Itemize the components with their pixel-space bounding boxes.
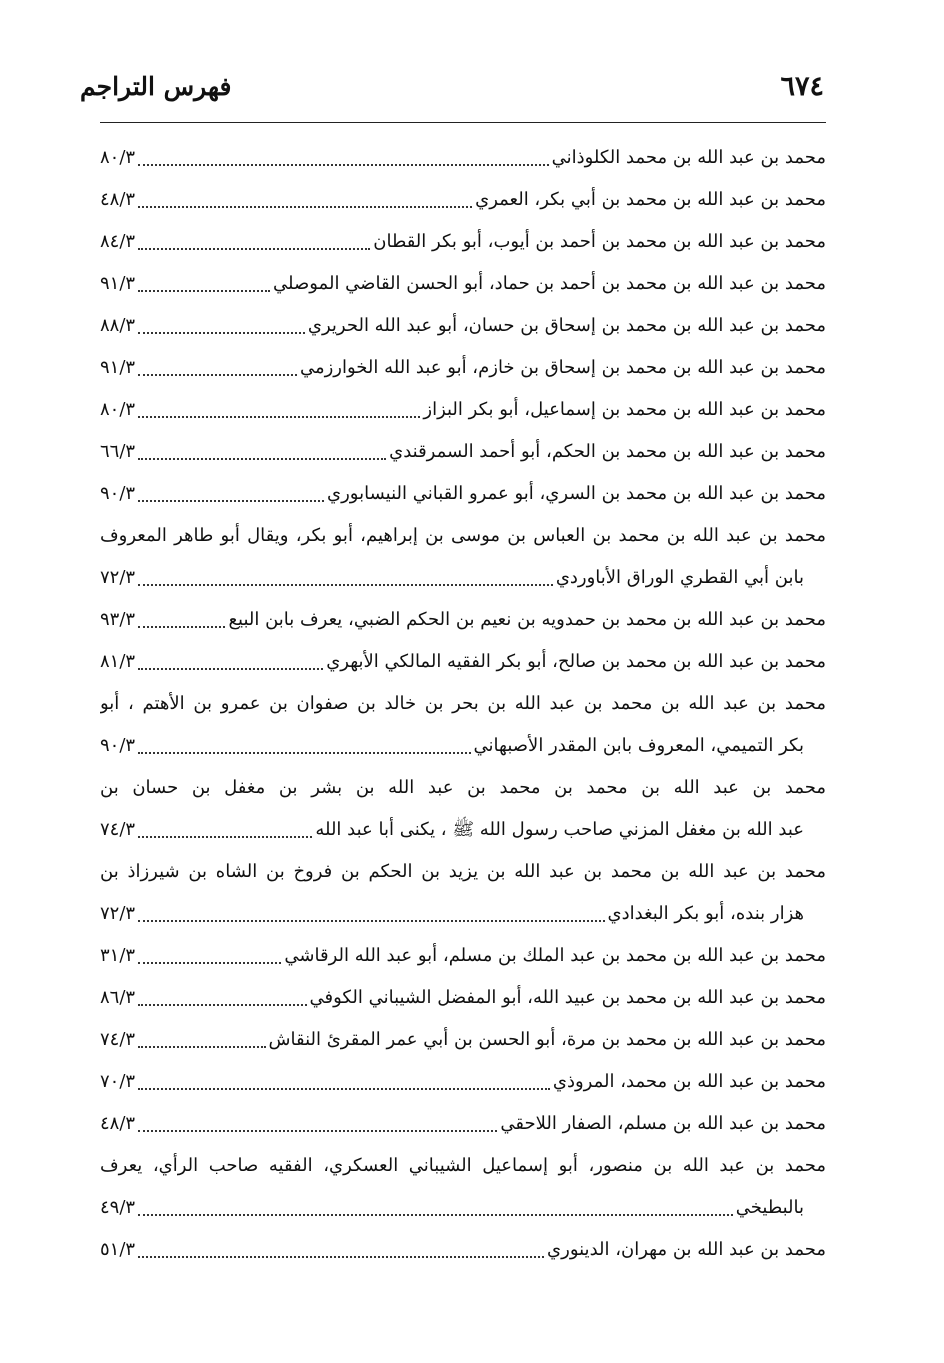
entry-name: محمد بن عبد الله بن محمد بن الحكم، أبو أحمد السمرقندي [389,441,826,462]
page-title: فهرس التراجم [80,71,232,101]
index-entry-line [100,179,826,221]
entry-reference: ٨٠/٣ [100,399,136,420]
dot-leader [138,668,323,670]
index-entry-line [100,305,826,347]
entry-name: محمد بن عبد الله بن مسلم، الصفار اللاحقي [500,1113,826,1134]
entry-reference: ٧٢/٣ [100,567,136,588]
index-entry-line [100,935,826,977]
entry-name: محمد بن عبد الله بن محمد بن إسحاق بن خازم، أبو عبد الله الخوارزمي [299,357,826,378]
dot-leader [138,1214,733,1216]
entry-reference: ٨١/٣ [100,651,136,672]
entry-reference: ٨٨/٣ [100,315,136,336]
entry-reference: ٨٦/٣ [100,987,136,1008]
index-entry-line [100,263,826,305]
entry-reference: ٩٠/٣ [100,735,136,756]
entry-name: عبد الله بن مغفل المزني صاحب رسول الله ﷺ ، يكنى أبا عبد الله [315,819,804,840]
entry-reference: ٨٤/٣ [100,231,136,252]
entry-name: محمد بن عبد الله بن محمد بن حمدويه بن نعيم بن الحكم الضبي، يعرف بابن البيع [228,609,826,630]
entry-name: بالبطيخي [735,1197,804,1218]
index-entry-line [100,767,826,809]
index-entry-line [100,557,826,599]
index-entry-line [100,1019,826,1061]
dot-leader [138,920,604,922]
entry-reference: ٧٤/٣ [100,1029,136,1050]
dot-leader [138,626,225,628]
entry-name: محمد بن عبد الله بن محمد بن عبد الله بن يزيد بن الحكم بن فروخ بن الشاه بن شيرزاذ بن [100,861,826,882]
index-entry-line [100,347,826,389]
dot-leader [138,1088,550,1090]
entry-reference: ٨٠/٣ [100,147,136,168]
dot-leader [138,962,281,964]
entry-name: محمد بن عبد الله بن محمد بن إسحاق بن حسان، أبو عبد الله الحريري [307,315,826,336]
index-entry-line [100,1103,826,1145]
index-entry-line [100,893,826,935]
page-header [80,64,824,108]
dot-leader [138,248,370,250]
index-entry-line [100,1229,826,1271]
entry-reference: ٣١/٣ [100,945,136,966]
index-entry-line [100,1145,826,1187]
entry-name: محمد بن عبد الله بن محمد بن أحمد بن حماد، أبو الحسن القاضي الموصلي [273,273,826,294]
dot-leader [138,1256,544,1258]
dot-leader [138,206,472,208]
index-entry-line [100,977,826,1019]
entry-reference: ٤٨/٣ [100,189,136,210]
entry-name: محمد بن عبد الله بن محمد بن العباس بن موسى بن إبراهيم، أبو بكر، ويقال أبو طاهر المعروف [100,525,826,546]
entry-name: محمد بن عبد الله بن محمد بن السري، أبو عمرو القباني النيسابوري [327,483,826,504]
biography-index-list [100,137,826,1271]
dot-leader [138,290,270,292]
entry-name: بابن أبي القطري الوراق الأباوردي [555,567,804,588]
entry-name: محمد بن عبد الله بن محمد بن عبد الملك بن مسلم، أبو عبد الله الرقاشي [284,945,826,966]
dot-leader [138,1046,265,1048]
header-rule [100,122,826,123]
entry-name: محمد بن عبد الله بن مهران، الدينوري [547,1239,826,1260]
entry-name: محمد بن عبد الله بن محمد بن مرة، أبو الحسن بن أبي عمر المقرئ النقاش [268,1029,826,1050]
dot-leader [138,752,470,754]
entry-name: هزار بنده، أبو بكر البغدادي [607,903,804,924]
entry-reference: ٧٢/٣ [100,903,136,924]
entry-name: محمد بن عبد الله بن منصور، أبو إسماعيل الشيباني العسكري، الفقيه صاحب الرأي، يعرف [100,1155,826,1176]
entry-reference: ٩١/٣ [100,273,136,294]
entry-name: محمد بن عبد الله بن محمد بن عبيد الله، أبو المفضل الشيباني الكوفي [309,987,826,1008]
entry-name: محمد بن عبد الله بن محمد بن محمد بن عبد الله بن بشر بن مغفل بن حسان بن [100,777,826,798]
dot-leader [138,1130,497,1132]
entry-reference: ٦٦/٣ [100,441,136,462]
entry-reference: ٩١/٣ [100,357,136,378]
dot-leader [138,374,297,376]
dot-leader [138,332,305,334]
index-entry-line [100,725,826,767]
entry-reference: ٤٩/٣ [100,1197,136,1218]
entry-name: محمد بن عبد الله بن محمد بن إسماعيل، أبو بكر البزاز [423,399,826,420]
index-entry-line [100,473,826,515]
dot-leader [138,500,324,502]
dot-leader [138,416,420,418]
entry-reference: ٧٠/٣ [100,1071,136,1092]
entry-reference: ٩٣/٣ [100,609,136,630]
index-entry-line [100,221,826,263]
index-entry-line [100,599,826,641]
index-entry-line [100,809,826,851]
index-entry-line [100,389,826,431]
index-entry-line [100,137,826,179]
index-entry-line [100,851,826,893]
entry-name: محمد بن عبد الله بن محمد بن أحمد بن أيوب، أبو بكر القطان [373,231,826,252]
entry-name: محمد بن عبد الله بن محمد الكلوذاني [551,147,826,168]
entry-name: بكر التميمي، المعروف بابن المقدر الأصبهاني [473,735,804,756]
index-entry-line [100,1061,826,1103]
dot-leader [138,836,312,838]
dot-leader [138,164,549,166]
entry-name: محمد بن عبد الله بن محمد، المروذي [552,1071,826,1092]
dot-leader [138,584,553,586]
entry-reference: ٥١/٣ [100,1239,136,1260]
entry-name: محمد بن عبد الله بن محمد بن صالح، أبو بكر الفقيه المالكي الأبهري [326,651,826,672]
entry-reference: ٩٠/٣ [100,483,136,504]
dot-leader [138,1004,306,1006]
index-entry-line [100,431,826,473]
index-entry-line [100,515,826,557]
page-number: ٦٧٤ [780,70,824,102]
entry-name: محمد بن عبد الله بن محمد بن أبي بكر، العمري [475,189,826,210]
entry-reference: ٤٨/٣ [100,1113,136,1134]
entry-reference: ٧٤/٣ [100,819,136,840]
index-entry-line [100,641,826,683]
index-entry-line [100,1187,826,1229]
entry-name: محمد بن عبد الله بن محمد بن عبد الله بن بحر بن خالد بن صفوان بن عمرو بن الأهتم ، أبو [100,693,826,714]
dot-leader [138,458,386,460]
index-entry-line [100,683,826,725]
